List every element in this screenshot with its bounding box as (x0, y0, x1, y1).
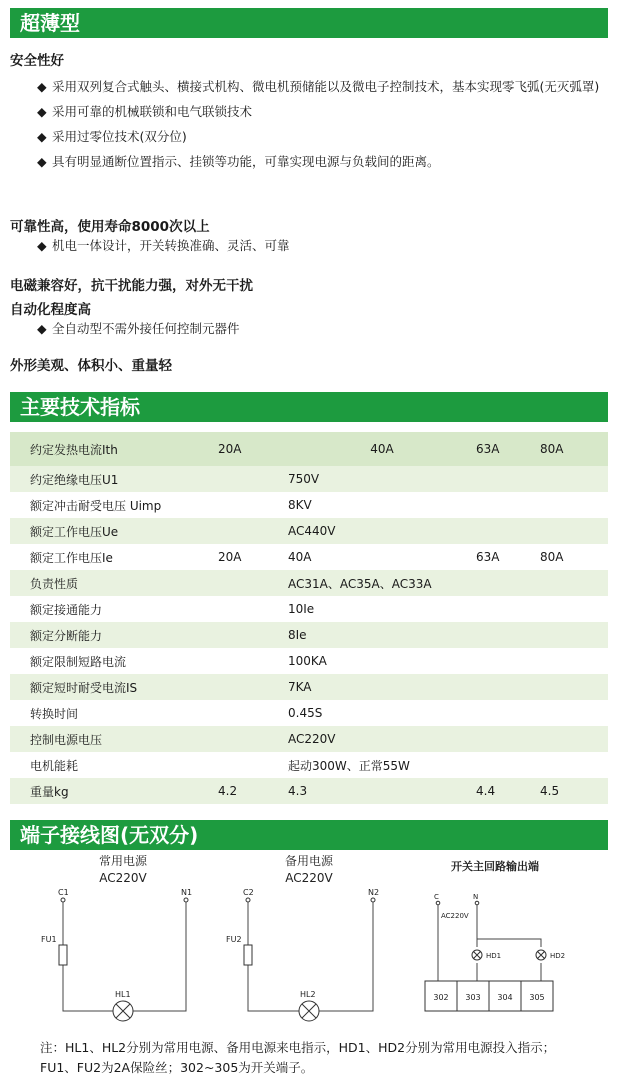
bullet-icon: ◆ (37, 154, 47, 169)
spec-row (10, 726, 608, 752)
feature-group (10, 274, 610, 294)
spec-label: 额定短时耐受电流IS (10, 674, 218, 700)
spec-value (476, 596, 540, 622)
d3-terminal-302: 302 (433, 993, 449, 1002)
spec-value (540, 648, 608, 674)
d2-fuse-label: FU2 (226, 935, 242, 944)
bullet-icon: ◆ (37, 238, 47, 253)
d2-fuse (244, 945, 252, 965)
spec-value (540, 700, 608, 726)
d3-terminal-304: 304 (497, 993, 513, 1002)
spec-label: 额定限制短路电流 (30, 654, 127, 669)
feature-group (10, 48, 610, 174)
d3-hd2-label: HD2 (550, 952, 566, 960)
d2-voltage: AC220V (285, 871, 333, 885)
spec-value (218, 596, 288, 622)
spec-label: 控制电源电压 (10, 726, 218, 752)
spec-value (540, 466, 608, 492)
spec-value: 100KA (288, 654, 327, 668)
spec-value: AC31A、AC35A、AC33A (288, 570, 476, 596)
spec-value (540, 570, 608, 596)
d1-lamp-label: HL1 (115, 990, 131, 999)
spec-value: 4.3 (288, 778, 476, 804)
spec-row (10, 648, 608, 674)
feature-heading: 外形美观、体积小、重量轻 (10, 358, 172, 374)
spec-value (476, 648, 540, 674)
feature-bullet-text: 采用可靠的机械联锁和电气联锁技术 (52, 104, 253, 119)
spec-row (10, 700, 608, 726)
spec-label: 重量kg (10, 778, 218, 804)
spec-value: 20A (218, 550, 242, 564)
wiring-note (40, 1038, 610, 1078)
spec-value (218, 648, 288, 674)
d1-c-label: C1 (58, 888, 69, 897)
spec-value (476, 622, 540, 648)
feature-heading: 电磁兼容好，抗干扰能力强，对外无干扰 (10, 278, 253, 294)
spec-value: AC220V (288, 726, 476, 752)
spec-label: 额定接通能力 (30, 602, 103, 617)
spec-value: 63A (476, 432, 540, 466)
spec-row (10, 492, 608, 518)
spec-value (476, 570, 540, 596)
spec-value: 750V (288, 466, 476, 492)
bullet-icon: ◆ (37, 129, 47, 144)
spec-label: 额定冲击耐受电压 Uimp (30, 498, 162, 513)
d3-c-label: C (434, 893, 439, 901)
spec-value: 4.4 (476, 778, 540, 804)
d3-terminal-305: 305 (529, 993, 545, 1002)
feature-bullet-item (10, 318, 610, 340)
spec-label: 转换时间 (30, 706, 79, 721)
d2-title: 备用电源 (284, 855, 334, 868)
feature-bullet-text: 采用双列复合式触头、横接式机构、微电机预储能以及微电子控制技术，基本实现零飞弧(无灭弧罩) (52, 79, 600, 94)
spec-row (10, 674, 608, 700)
spec-value: 起动300W、正常55W (288, 758, 410, 773)
spec-value (540, 674, 608, 700)
feature-bullet-item (10, 74, 610, 99)
d1-n-terminal (184, 898, 188, 902)
spec-row (10, 596, 608, 622)
section-title-ultrathin: 超薄型 (10, 8, 608, 38)
spec-value (540, 518, 608, 544)
spec-value (540, 726, 608, 752)
feature-group (10, 215, 610, 257)
feature-heading: 安全性好 (10, 53, 64, 69)
spec-value: 20A (218, 432, 288, 466)
spec-label: 额定工作电压Ie (30, 550, 113, 565)
d3-n-terminal (475, 901, 479, 905)
d3-voltage: AC220V (441, 912, 469, 920)
spec-value (540, 752, 608, 778)
feature-bullet-text: 采用过零位技术(双分位) (52, 129, 187, 144)
spec-value: 40A (288, 432, 476, 466)
d1-c-terminal (61, 898, 65, 902)
bullet-icon: ◆ (37, 79, 47, 94)
spec-label: 电机能耗 (30, 758, 79, 773)
spec-value: 63A (476, 550, 500, 564)
spec-value (218, 726, 288, 752)
section-title-wiring: 端子接线图(无双分) (10, 820, 608, 850)
spec-value (218, 518, 288, 544)
spec-value: 40A (288, 550, 312, 564)
spec-label: 负责性质 (10, 570, 218, 596)
spec-value: 4.2 (218, 778, 288, 804)
spec-row (10, 622, 608, 648)
spec-label: 约定发热电流Ith (10, 432, 218, 466)
feature-group (10, 354, 610, 374)
spec-value (476, 518, 540, 544)
spec-row (10, 544, 608, 570)
spec-value: 80A (540, 550, 564, 564)
d1-fuse-label: FU1 (41, 935, 57, 944)
spec-value (540, 492, 608, 518)
d2-n-terminal (371, 898, 375, 902)
section-title-specs: 主要技术指标 (10, 392, 608, 422)
spec-value (476, 726, 540, 752)
spec-value: 7KA (288, 674, 476, 700)
spec-value: 80A (540, 432, 608, 466)
spec-row (10, 466, 608, 492)
spec-value (218, 570, 288, 596)
spec-label: 额定工作电压Ue (10, 518, 218, 544)
spec-value (540, 596, 608, 622)
spec-row (10, 778, 608, 804)
spec-row (10, 518, 608, 544)
bullet-icon: ◆ (37, 104, 47, 119)
d3-c-terminal (436, 901, 440, 905)
feature-bullet-text: 机电一体设计，开关转换准确、灵活、可靠 (52, 238, 290, 253)
note-line-2: FU1、FU2为2A保险丝；302~305为开关端子。 (40, 1060, 314, 1075)
feature-bullet-item (10, 99, 610, 124)
feature-bullet-item (10, 235, 610, 257)
d3-hd1-label: HD1 (486, 952, 502, 960)
spec-value: 8Ie (288, 622, 476, 648)
spec-value (476, 466, 540, 492)
spec-label: 约定绝缘电压U1 (10, 466, 218, 492)
d1-n-label: N1 (181, 888, 193, 897)
d3-n-label: N (473, 893, 479, 901)
spec-label: 额定分断能力 (10, 622, 218, 648)
d2-c-label: C2 (243, 888, 254, 897)
spec-value: 8KV (288, 498, 312, 512)
d3-title: 开关主回路输出端 (451, 860, 539, 873)
feature-bullet-item (10, 124, 610, 149)
spec-value: 4.5 (540, 778, 608, 804)
spec-value (476, 674, 540, 700)
spec-value: 0.45S (288, 706, 323, 720)
d2-lamp-label: HL2 (300, 990, 316, 999)
wiring-diagram (0, 855, 619, 1035)
spec-value: 10Ie (288, 602, 315, 616)
spec-row (10, 570, 608, 596)
spec-value (476, 492, 540, 518)
note-line-1: 注：HL1、HL2分别为常用电源、备用电源来电指示，HD1、HD2分别为常用电源投入指示； (40, 1040, 556, 1055)
d1-voltage: AC220V (99, 871, 147, 885)
d2-c-terminal (246, 898, 250, 902)
bullet-icon: ◆ (37, 321, 47, 336)
spec-value: AC440V (288, 518, 476, 544)
spec-value (218, 492, 288, 518)
d1-fuse (59, 945, 67, 965)
spec-value (476, 700, 540, 726)
spec-value (540, 622, 608, 648)
feature-group (10, 298, 610, 340)
spec-value (218, 674, 288, 700)
d1-title: 常用电源 (98, 855, 148, 868)
feature-heading: 自动化程度高 (10, 302, 91, 318)
d2-n-label: N2 (368, 888, 380, 897)
spec-value (476, 752, 540, 778)
spec-table (10, 432, 608, 804)
spec-value (218, 700, 288, 726)
spec-value (218, 622, 288, 648)
feature-heading: 可靠性高，使用寿命8000次以上 (10, 219, 210, 235)
feature-bullet-text: 具有明显通断位置指示、挂锁等功能，可靠实现电源与负载间的距离。 (52, 154, 440, 169)
spec-value (218, 752, 288, 778)
spec-header-row (10, 432, 608, 466)
spec-row (10, 752, 608, 778)
feature-bullet-text: 全自动型不需外接任何控制元器件 (52, 321, 240, 336)
d3-terminal-303: 303 (465, 993, 481, 1002)
spec-value (218, 466, 288, 492)
feature-bullet-item (10, 149, 610, 174)
